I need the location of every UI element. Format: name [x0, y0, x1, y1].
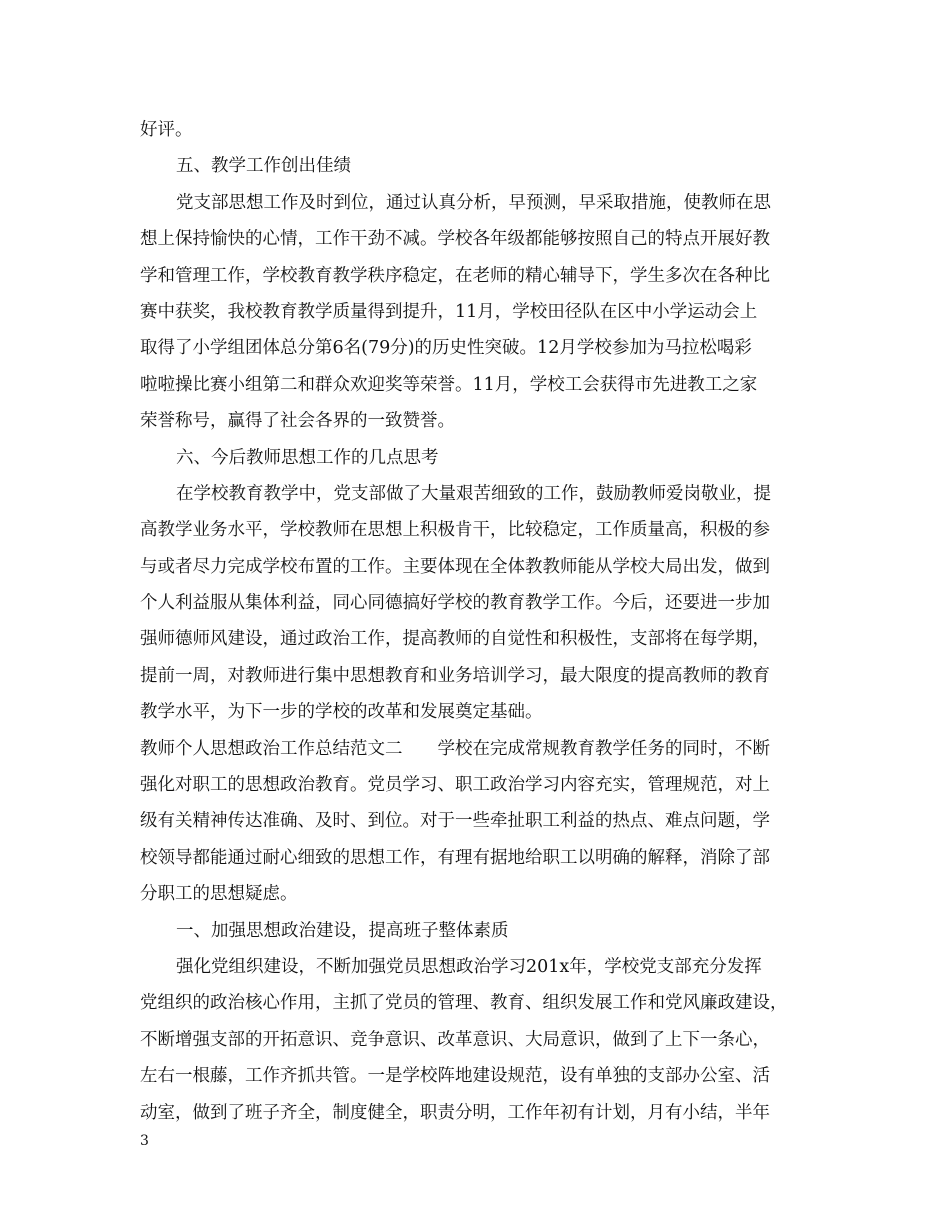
text-line: 五、教学工作创出佳绩	[176, 156, 351, 177]
body-text	[140, 112, 830, 1131]
text-line: 荣誉称号，赢得了社会各界的一致赞誉。	[140, 411, 455, 432]
text-line: 不断增强支部的开拓意识、竞争意识、改革意识、大局意识，做到了上下一条心，	[140, 1029, 770, 1050]
text-line: 个人利益服从集体利益，同心同德搞好学校的教育教学工作。今后，还要进一步加	[140, 593, 770, 614]
text-line: 强化党组织建设，不断加强党员思想政治学习201x年，学校党支部充分发挥	[176, 956, 762, 977]
text-line: 分职工的思想疑虑。	[140, 884, 298, 905]
text-line: 一、加强思想政治建设，提高班子整体素质	[176, 920, 509, 941]
text-line: 与或者尽力完成学校布置的工作。主要体现在全体教教师能从学校大局出发，做到	[140, 556, 770, 577]
text-line: 强化对职工的思想政治教育。党员学习、职工政治学习内容充实，管理规范，对上	[140, 775, 770, 796]
text-line: 教师个人思想政治工作总结范文二 学校在完成常规教育教学任务的同时，不断	[140, 738, 770, 759]
text-line: 赛中获奖，我校教育教学质量得到提升，11月，学校田径队在区中小学运动会上	[140, 301, 758, 322]
text-line: 左右一根藤，工作齐抓共管。一是学校阵地建设规范，设有单独的支部办公室、活	[140, 1066, 770, 1087]
text-line: 提前一周，对教师进行集中思想教育和业务培训学习，最大限度的提高教师的教育	[140, 665, 770, 686]
text-line: 强师德师风建设，通过政治工作，提高教师的自觉性和积极性，支部将在每学期，	[140, 629, 770, 650]
text-line: 教学水平，为下一步的学校的改革和发展奠定基础。	[140, 702, 543, 723]
text-line: 学和管理工作，学校教育教学秩序稳定，在老师的精心辅导下，学生多次在各种比	[140, 265, 770, 286]
text-line: 六、今后教师思想工作的几点思考	[176, 447, 439, 468]
text-line: 想上保持愉快的心情，工作干劲不减。学校各年级都能够按照自己的特点开展好教	[140, 229, 770, 250]
text-line: 高教学业务水平，学校教师在思想上积极肯干，比较稳定，工作质量高，积极的参	[140, 520, 770, 541]
text-line: 校领导都能通过耐心细致的思想工作，有理有据地给职工以明确的解释，消除了部	[140, 847, 770, 868]
text-line: 党支部思想工作及时到位，通过认真分析，早预测，早采取措施，使教师在思	[176, 192, 771, 213]
text-line: 在学校教育教学中，党支部做了大量艰苦细致的工作，鼓励教师爱岗敬业，提	[176, 483, 771, 504]
text-line: 党组织的政治核心作用，主抓了党员的管理、教育、组织发展工作和党风廉政建设，	[140, 993, 788, 1014]
text-line: 啦啦操比赛小组第二和群众欢迎奖等荣誉。11月，学校工会获得市先进教工之家	[140, 374, 758, 395]
page-number: 3	[140, 1133, 149, 1149]
text-line: 好评。	[140, 120, 193, 140]
text-line: 级有关精神传达准确、及时、到位。对于一些牵扯职工利益的热点、难点问题，学	[140, 811, 770, 832]
text-line: 动室，做到了班子齐全，制度健全，职责分明，工作年初有计划，月有小结，半年	[140, 1102, 770, 1123]
text-line: 取得了小学组团体总分第6名(79分)的历史性突破。12月学校参加为马拉松喝彩	[140, 338, 752, 359]
